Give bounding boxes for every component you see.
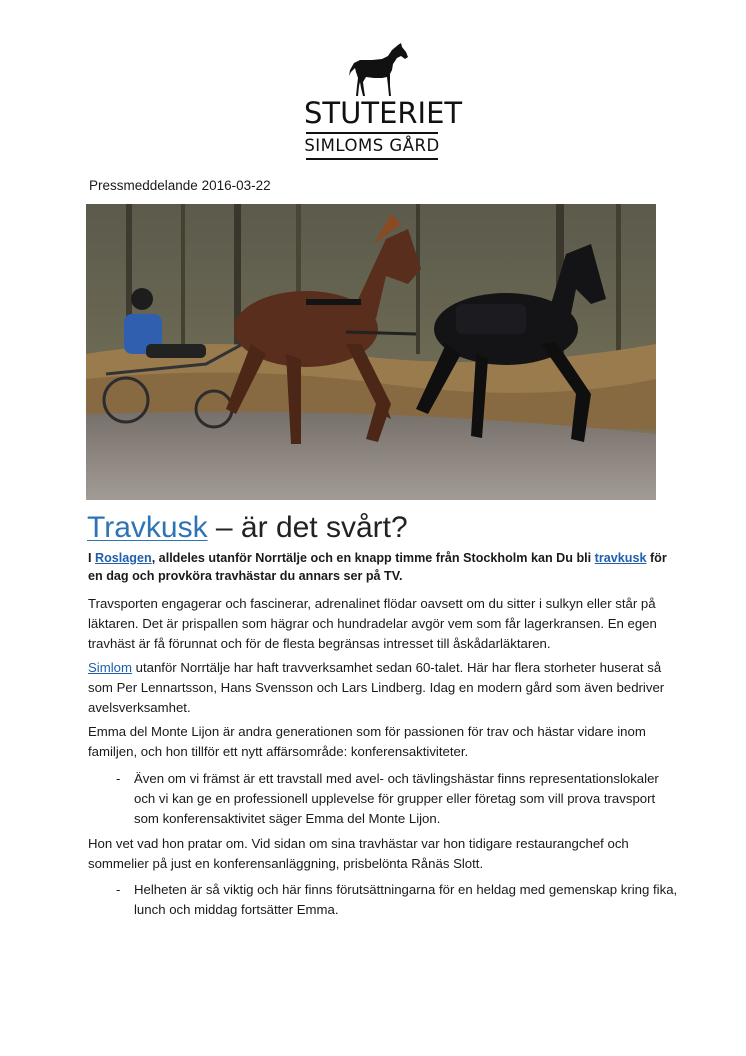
headline-rest: – är det svårt? (207, 511, 408, 544)
link-travkusk[interactable]: travkusk (594, 551, 647, 565)
lead-paragraph (88, 549, 668, 585)
horse-icon (348, 42, 410, 98)
logo-line1: STUTERIET (304, 96, 463, 130)
headline (87, 508, 408, 548)
lead-text-3: för en dag och provköra travhästar du annars ser på TV. (88, 551, 667, 583)
logo-divider (306, 132, 438, 134)
bullet-dash: - (116, 771, 121, 786)
link-roslagen[interactable]: Roslagen (95, 551, 152, 565)
logo-divider-bottom (306, 158, 438, 160)
bullet-dash: - (116, 882, 121, 897)
press-release-date: Pressmeddelande 2016-03-22 (89, 178, 271, 193)
paragraph-2-text: utanför Norrtälje har haft travverksamhet sedan 60-talet. Här har flera storheter huserat så som Per Lennartsson, Hans Svensson och Lars Lindberg. Idag en modern gård som även bedriver avelsverksamhet. (88, 660, 665, 715)
paragraph-2 (88, 658, 668, 718)
lead-text-2: , alldeles utanför Norrtälje och en knapp timme från Stockholm kan Du bli (151, 551, 595, 565)
paragraph-1: Travsporten engagerar och fascinerar, adrenalinet flödar oavsett om du sitter i sulkyn eller står på läktaren. Det är prispallen som hägrar och hundradelar avgör vem som får lagerkransen. En egen travhäst är få förunnat och för de flesta begränsas intresset till åskådarläktaren. (88, 596, 657, 651)
harness-racing-photo (86, 204, 656, 500)
bullet-2-text: Helheten är så viktig och här finns förutsättningarna för en heldag med gemenskap kring fika, lunch och middag fortsätter Emma. (134, 882, 678, 917)
lead-text-1: I (88, 551, 95, 565)
headline-link-travkusk[interactable]: Travkusk (87, 511, 208, 544)
paragraph-3: Emma del Monte Lijon är andra generationen som för passionen för trav och hästar vidare inom familjen, och hon tillför ett nytt affärsområde: konferensaktiviteter. (88, 724, 646, 759)
paragraph-4: Hon vet vad hon pratar om. Vid sidan om sina travhästar var hon tidigare restaurangchef och sommelier på just en konferensanläggning, prisbelönta Rånäs Slott. (88, 836, 629, 871)
company-logo (304, 34, 463, 162)
logo-line2: SIMLOMS GÅRD (304, 136, 440, 155)
link-simlom[interactable]: Simlom (88, 660, 132, 675)
bullet-1-text: Även om vi främst är ett travstall med avel- och tävlingshästar finns representationslokaler och vi kan ge en professionell upplevelse för grupper eller företag som vill prova travsport som konferensaktivitet säger Emma del Monte Lijon. (134, 771, 659, 826)
